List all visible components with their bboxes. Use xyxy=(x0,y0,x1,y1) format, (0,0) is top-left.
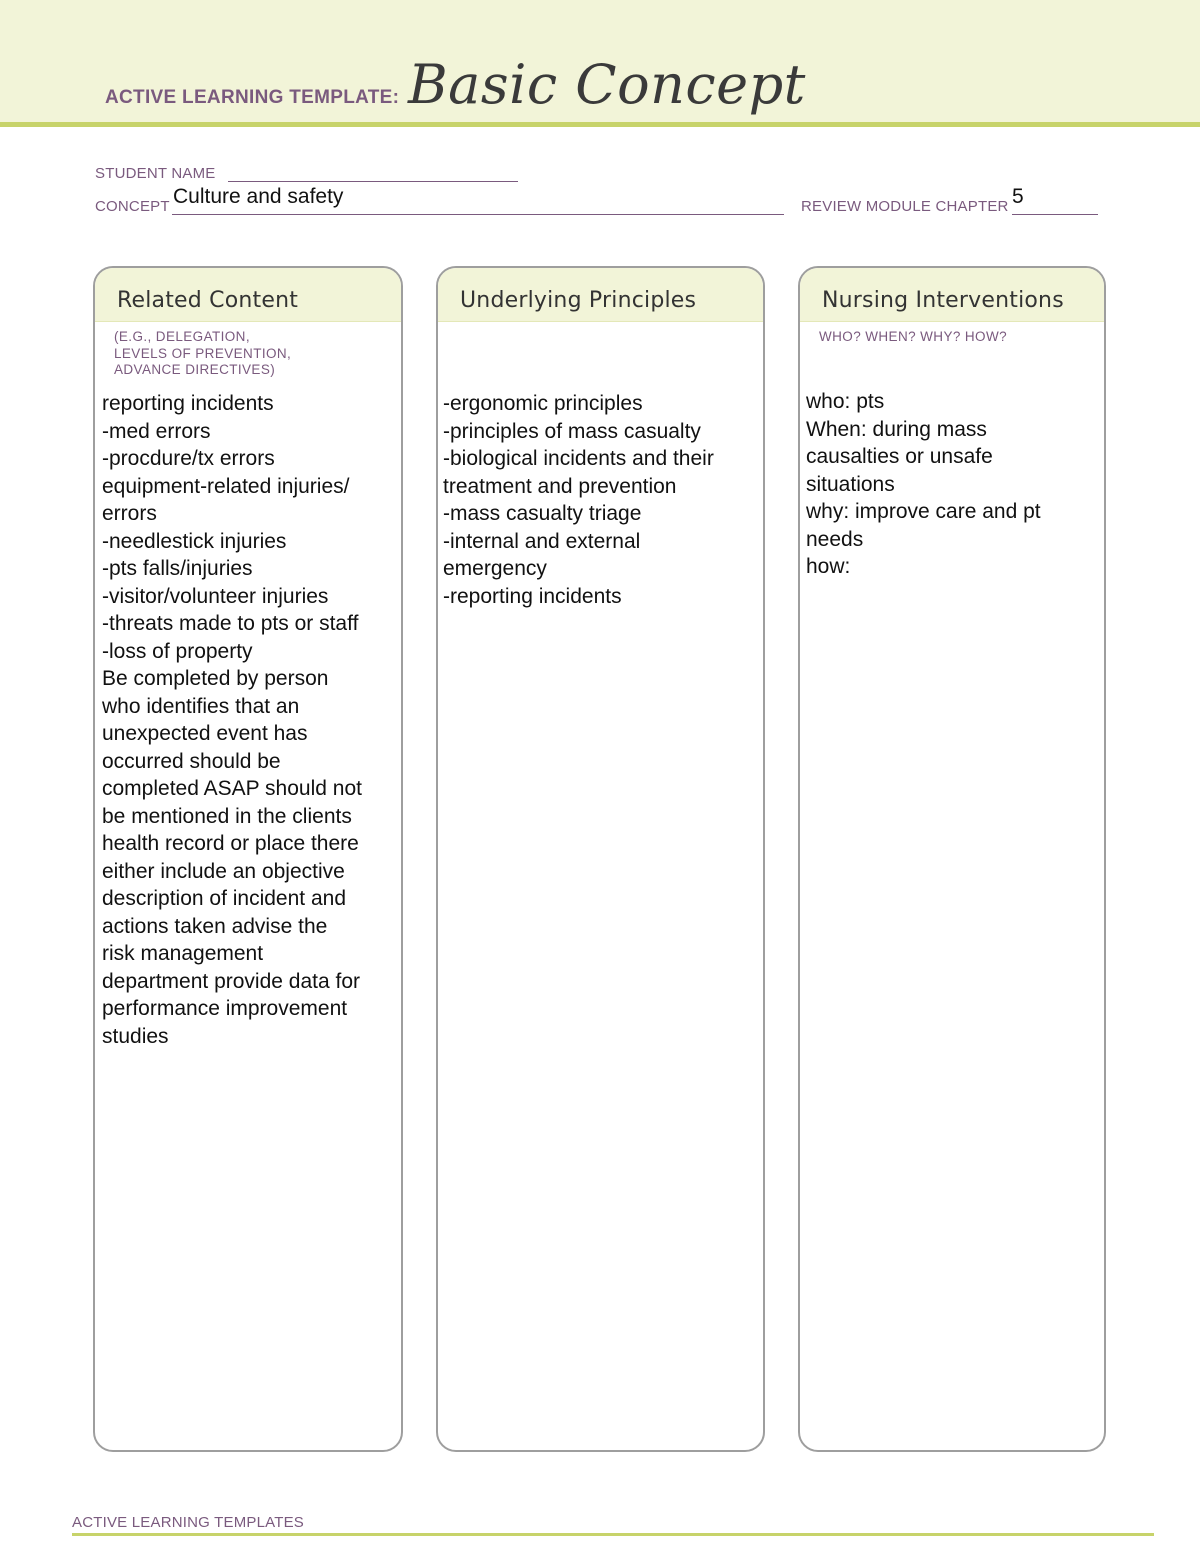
related-content-panel xyxy=(93,266,403,1452)
header-rule xyxy=(0,122,1200,127)
panel-subtitle: WHO? WHEN? WHY? HOW? xyxy=(819,329,1008,344)
footer-rule xyxy=(72,1533,1154,1536)
concept-label: CONCEPT xyxy=(95,198,170,215)
template-label: ACTIVE LEARNING TEMPLATE: xyxy=(105,87,400,108)
related-content-text[interactable]: reporting incidents -med errors -procdure/tx errors equipment-related injuries/ errors -needlestick injuries -pts falls/injuries -visitor/volunteer injuries -threats made to pts or staff -loss of property Be completed by person who identifies that an unexpected event has occurred should be completed ASAP should not be mentioned in the clients health record or place there either include an objective description of incident and actions taken advise the risk management department provide data for performance improvement studies xyxy=(102,392,362,1048)
concept-field[interactable]: Culture and safety xyxy=(173,185,344,208)
panel-title: Related Content xyxy=(117,288,299,313)
underlying-principles-panel xyxy=(436,266,765,1452)
student-name-label: STUDENT NAME xyxy=(95,165,216,182)
nursing-interventions-panel xyxy=(798,266,1106,1452)
chapter-field[interactable]: 5 xyxy=(1012,185,1024,208)
nursing-interventions-text[interactable]: who: pts When: during mass causalties or unsafe situations why: improve care and pt needs how: xyxy=(806,390,1041,578)
chapter-label: REVIEW MODULE CHAPTER xyxy=(801,198,1009,215)
student-name-line xyxy=(228,181,518,182)
page-title: Basic Concept xyxy=(408,53,806,116)
panel-title: Underlying Principles xyxy=(460,288,697,313)
footer-label: ACTIVE LEARNING TEMPLATES xyxy=(72,1514,304,1531)
concept-line xyxy=(172,214,784,215)
panel-subtitle: (E.G., DELEGATION, LEVELS OF PREVENTION, ADVANCE DIRECTIVES) xyxy=(114,329,292,377)
panel-title: Nursing Interventions xyxy=(822,288,1064,313)
chapter-line xyxy=(1012,214,1098,215)
underlying-principles-text[interactable]: -ergonomic principles -principles of mass casualty -biological incidents and their treatment and prevention -mass casualty triage -internal and external emergency -reporting incidents xyxy=(443,392,714,608)
